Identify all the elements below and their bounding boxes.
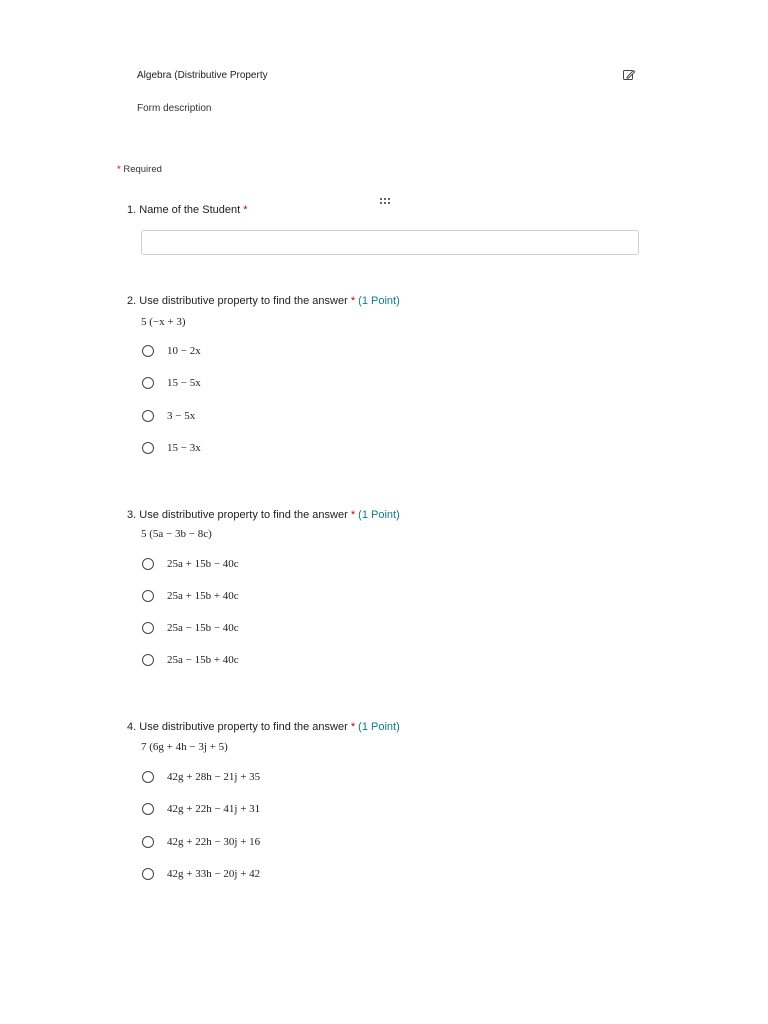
- question-number: 4.: [127, 721, 137, 733]
- option-label: 25a + 15b − 40c: [167, 558, 239, 570]
- required-star: *: [117, 164, 121, 175]
- radio-button[interactable]: [142, 442, 154, 454]
- student-name-input[interactable]: [141, 230, 639, 255]
- radio-button[interactable]: [142, 654, 154, 666]
- form-title: Algebra (Distributive Property: [137, 70, 268, 81]
- required-star: *: [350, 295, 356, 307]
- radio-button[interactable]: [142, 558, 154, 570]
- option-label: 15 − 3x: [167, 442, 201, 454]
- radio-button[interactable]: [142, 622, 154, 634]
- question-4-option-1[interactable]: [142, 771, 260, 783]
- required-note: [117, 164, 162, 175]
- radio-button[interactable]: [142, 803, 154, 815]
- option-label: 10 − 2x: [167, 345, 201, 357]
- required-label: Required: [120, 164, 162, 175]
- radio-button[interactable]: [142, 345, 154, 357]
- question-3-option-3[interactable]: [142, 622, 239, 634]
- radio-button[interactable]: [142, 868, 154, 880]
- question-4-option-2[interactable]: [142, 803, 260, 815]
- question-number: 2.: [127, 295, 137, 307]
- question-2-option-2[interactable]: [142, 377, 201, 389]
- required-star: *: [350, 509, 356, 521]
- question-3-expression: 5 (5a − 3b − 8c): [141, 528, 212, 540]
- question-2-option-1[interactable]: [142, 345, 201, 357]
- question-text: Use distributive property to find the answer: [139, 721, 348, 733]
- question-2-option-3[interactable]: [142, 410, 195, 422]
- question-4-option-4[interactable]: [142, 868, 260, 880]
- option-label: 15 − 5x: [167, 377, 201, 389]
- question-text: Use distributive property to find the answer: [139, 295, 348, 307]
- radio-button[interactable]: [142, 377, 154, 389]
- question-4-option-3[interactable]: [142, 836, 260, 848]
- question-4-title: [127, 721, 400, 733]
- question-text: Use distributive property to find the answer: [139, 509, 348, 521]
- option-label: 42g + 33h − 20j + 42: [167, 868, 261, 880]
- option-label: 25a − 15b − 40c: [167, 622, 239, 634]
- question-2-option-4[interactable]: [142, 442, 201, 454]
- radio-button[interactable]: [142, 410, 154, 422]
- option-label: 42g + 22h − 41j + 31: [167, 803, 261, 815]
- option-label: 42g + 28h − 21j + 35: [167, 771, 261, 783]
- form-description: Form description: [137, 103, 212, 114]
- option-label: 25a − 15b + 40c: [167, 654, 239, 666]
- question-2-title: [127, 295, 400, 307]
- question-3-option-2[interactable]: [142, 590, 239, 602]
- option-label: 3 − 5x: [167, 410, 196, 422]
- required-star: *: [350, 721, 356, 733]
- question-2-expression: 5 (−x + 3): [141, 316, 186, 328]
- question-3-option-1[interactable]: [142, 558, 239, 570]
- question-1-title: [127, 204, 248, 216]
- question-3-option-4[interactable]: [142, 654, 239, 666]
- required-star: *: [243, 204, 248, 216]
- radio-button[interactable]: [142, 590, 154, 602]
- drag-handle-icon[interactable]: [378, 193, 392, 203]
- question-4-expression: 7 (6g + 4h − 3j + 5): [141, 741, 228, 753]
- radio-button[interactable]: [142, 771, 154, 783]
- question-points: (1 Point): [358, 509, 400, 521]
- question-number: 1.: [127, 204, 137, 216]
- option-label: 42g + 22h − 30j + 16: [167, 836, 261, 848]
- edit-pencil-icon[interactable]: [622, 68, 636, 82]
- question-text: Name of the Student: [139, 204, 241, 216]
- radio-button[interactable]: [142, 836, 154, 848]
- question-points: (1 Point): [358, 295, 400, 307]
- option-label: 25a + 15b + 40c: [167, 590, 239, 602]
- question-3-title: [127, 509, 400, 521]
- question-points: (1 Point): [358, 721, 400, 733]
- question-number: 3.: [127, 509, 137, 521]
